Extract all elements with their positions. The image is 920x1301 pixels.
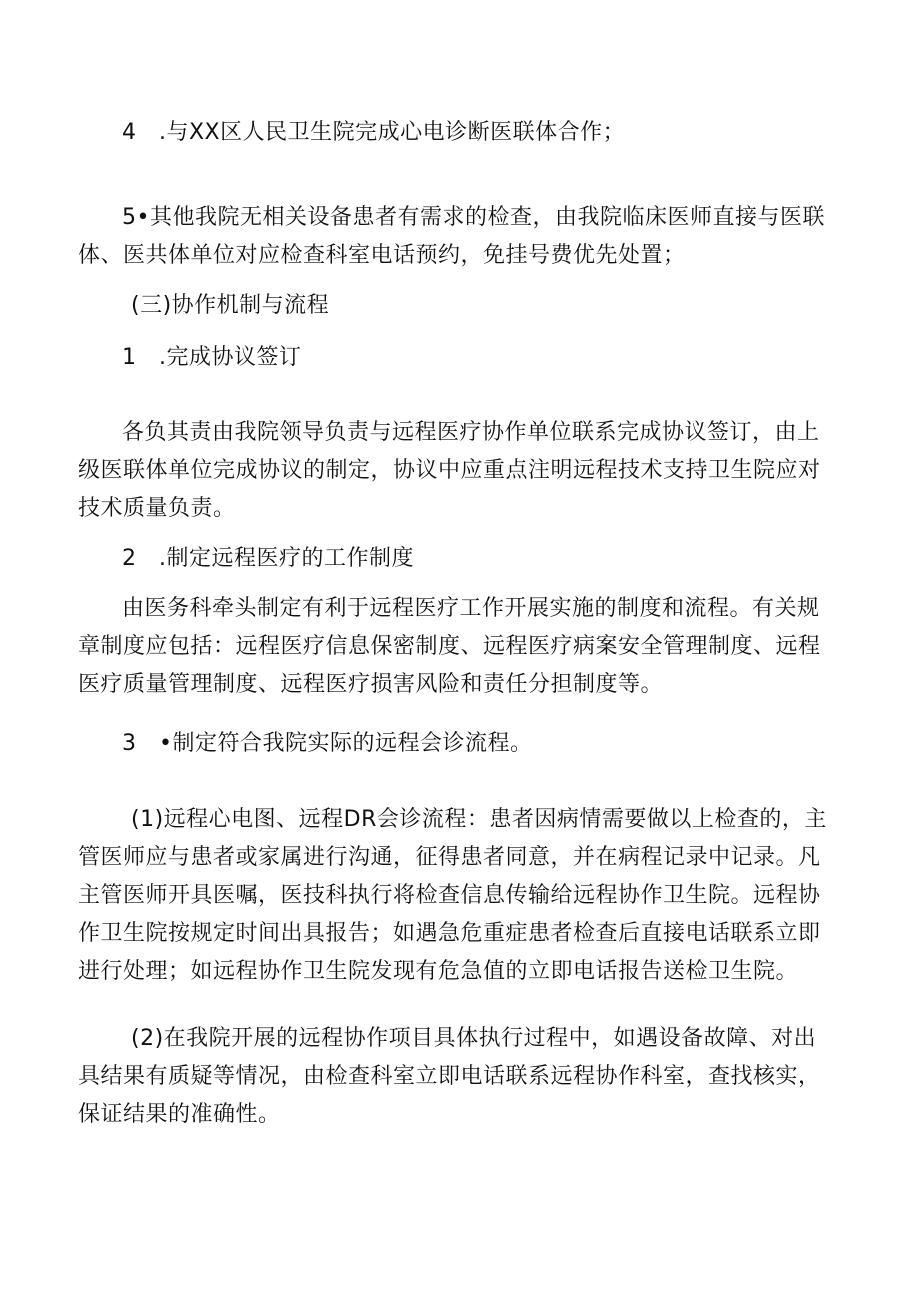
- text-line: (1)远程心电图、远程DR会诊流程：患者因病情需要做以上检查的，主: [131, 807, 827, 832]
- text-line: (三)协作机制与流程: [131, 293, 330, 318]
- text-line: 技术质量负责。: [78, 496, 236, 521]
- text-line: 管医师应与患者或家属进行沟通，征得患者同意，并在病程记录中记录。凡: [78, 845, 821, 870]
- subheading-1: [78, 339, 848, 377]
- text-line: 进行处理；如远程协作卫生院发现有危急值的立即电话报告送检卫生院。: [78, 959, 799, 984]
- paragraph-agreement: [78, 414, 848, 528]
- text-line: 医疗质量管理制度、远程医疗损害风险和责任分担制度等。: [78, 672, 664, 697]
- subheading-2: [78, 540, 848, 578]
- text-line: 1 .完成协议签订: [122, 345, 302, 370]
- text-line: 4 .与XX区人民卫生院完成心电诊断医联体合作；: [122, 120, 626, 145]
- text-line: 章制度应包括：远程医疗信息保密制度、远程医疗病案安全管理制度、远程: [78, 634, 821, 659]
- text-line: 3 •制定符合我院实际的远程会诊流程。: [122, 731, 533, 756]
- paragraph-equipment-fault: [78, 1020, 848, 1134]
- text-line: (2)在我院开展的远程协作项目具体执行过程中，如遇设备故障、对出: [131, 1026, 817, 1051]
- text-line: 体、医共体单位对应检查科室电话预约，免挂号费优先处置；: [78, 243, 686, 268]
- section-heading: [78, 287, 848, 325]
- subheading-3: [78, 725, 848, 763]
- paragraph-item-5: [78, 199, 848, 275]
- paragraph-rules: [78, 590, 848, 704]
- text-line: 主管医师开具医嘱，医技科执行将检查信息传输给远程协作卫生院。远程协: [78, 883, 821, 908]
- paragraph-item-4: [78, 114, 848, 152]
- text-line: 级医联体单位完成协议的制定，协议中应重点注明远程技术支持卫生院应对: [78, 458, 821, 483]
- text-line: 作卫生院按规定时间出具报告；如遇急危重症患者检查后直接电话联系立即: [78, 921, 821, 946]
- paragraph-consult-flow: [78, 801, 848, 991]
- text-line: 保证结果的准确性。: [78, 1102, 281, 1127]
- text-line: 由医务科牵头制定有利于远程医疗工作开展实施的制度和流程。有关规: [122, 596, 820, 621]
- text-line: 5•其他我院无相关设备患者有需求的检查，由我院临床医师直接与医联: [122, 205, 825, 230]
- text-line: 各负其责由我院领导负责与远程医疗协作单位联系完成协议签订，由上: [122, 420, 820, 445]
- text-line: 具结果有质疑等情况，由检查科室立即电话联系远程协作科室，查找核实，: [78, 1064, 821, 1089]
- text-line: 2 .制定远程医疗的工作制度: [122, 546, 414, 571]
